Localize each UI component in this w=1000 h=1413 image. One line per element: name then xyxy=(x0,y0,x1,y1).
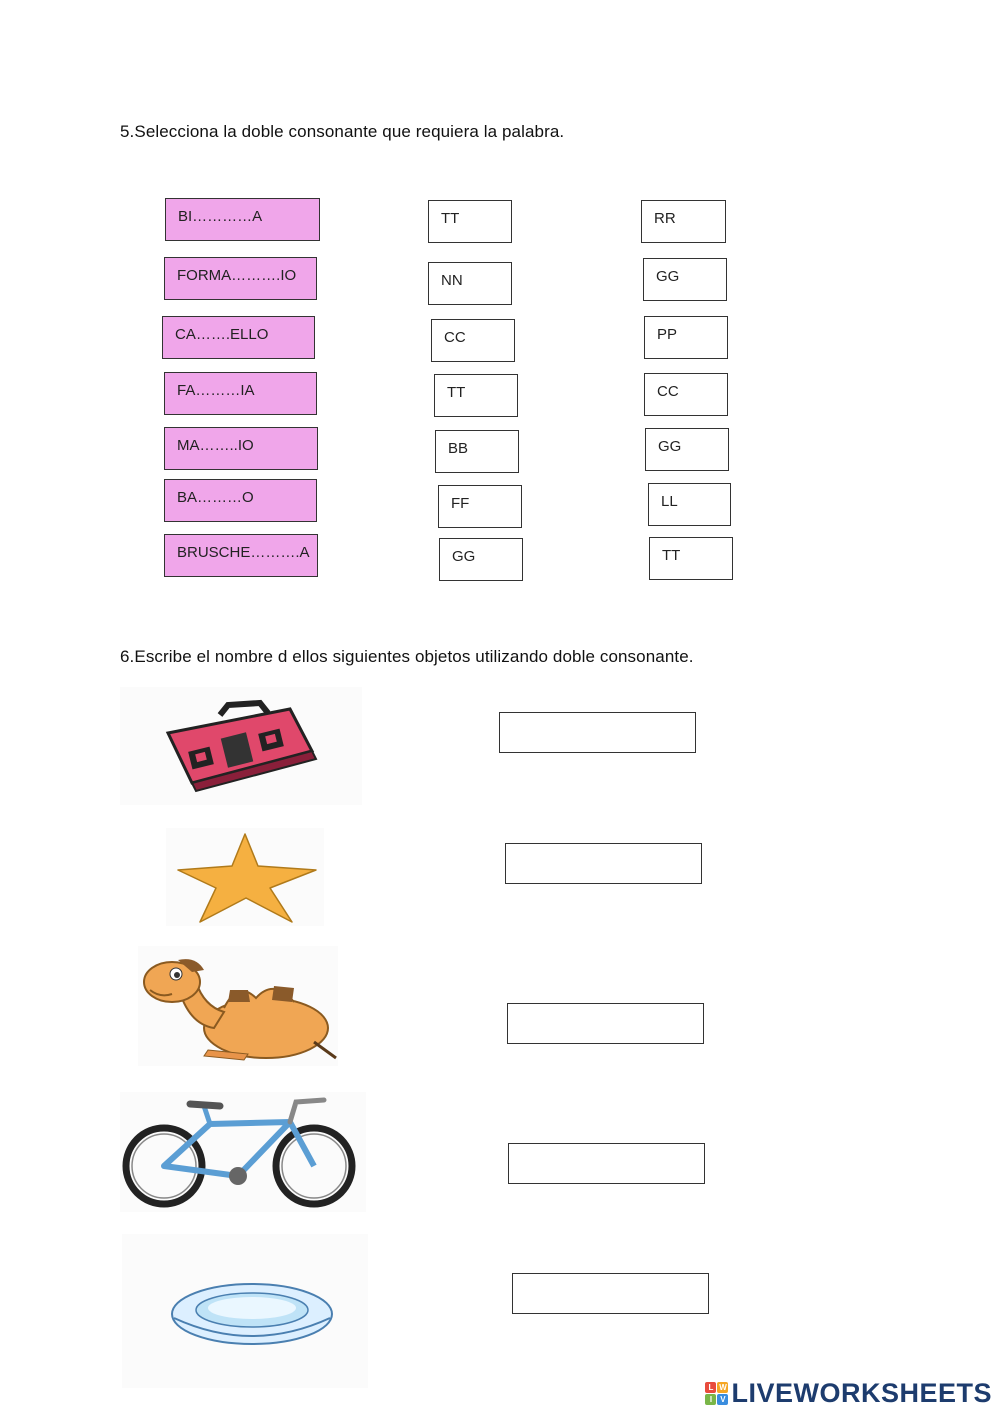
brand-name: LIVEWORKSHEETS xyxy=(731,1377,992,1408)
word-box-5: MA……..IO xyxy=(164,427,318,470)
option-5a[interactable]: BB xyxy=(435,430,519,473)
option-7a[interactable]: GG xyxy=(439,538,523,581)
option-4a[interactable]: TT xyxy=(434,374,518,417)
star-icon xyxy=(166,828,324,926)
star-image xyxy=(166,828,324,926)
word-box-3: CA…….ELLO xyxy=(162,316,315,359)
option-3a[interactable]: CC xyxy=(431,319,515,362)
briefcase-icon xyxy=(120,687,362,805)
answer-input-1[interactable] xyxy=(499,712,696,753)
liveworksheets-logo xyxy=(705,1378,992,1408)
bicycle-image xyxy=(120,1092,366,1212)
word-box-1: BI…………A xyxy=(165,198,320,241)
option-5b[interactable]: GG xyxy=(645,428,729,471)
option-2b[interactable]: GG xyxy=(643,258,727,301)
plate-image xyxy=(122,1234,368,1388)
logo-mark-icon xyxy=(705,1382,728,1405)
plate-icon xyxy=(122,1234,368,1388)
logo-mark-letter: I xyxy=(705,1394,716,1405)
answer-input-2[interactable] xyxy=(505,843,702,884)
section6-title: 6.Escribe el nombre d ellos siguientes objetos utilizando doble consonante. xyxy=(120,647,694,666)
option-4b[interactable]: CC xyxy=(644,373,728,416)
answer-input-4[interactable] xyxy=(508,1143,705,1184)
answer-input-5[interactable] xyxy=(512,1273,709,1314)
logo-mark-letter: W xyxy=(719,1382,727,1392)
bicycle-icon xyxy=(120,1092,366,1212)
option-6b[interactable]: LL xyxy=(648,483,731,526)
word-box-4: FA………IA xyxy=(164,372,317,415)
option-7b[interactable]: TT xyxy=(649,537,733,580)
section5-title: 5.Selecciona la doble consonante que requiera la palabra. xyxy=(120,122,565,141)
camel-icon xyxy=(138,946,338,1066)
word-box-7: BRUSCHE……….A xyxy=(164,534,318,577)
logo-mark-letter: L xyxy=(705,1382,716,1393)
briefcase-image xyxy=(120,687,362,805)
option-2a[interactable]: NN xyxy=(428,262,512,305)
option-1a[interactable]: TT xyxy=(428,200,512,243)
option-3b[interactable]: PP xyxy=(644,316,728,359)
word-box-6: BA………O xyxy=(164,479,317,522)
option-1b[interactable]: RR xyxy=(641,200,726,243)
camel-image xyxy=(138,946,338,1066)
option-6a[interactable]: FF xyxy=(438,485,522,528)
logo-mark-letter: V xyxy=(717,1394,728,1405)
word-box-2: FORMA……….IO xyxy=(164,257,317,300)
answer-input-3[interactable] xyxy=(507,1003,704,1044)
